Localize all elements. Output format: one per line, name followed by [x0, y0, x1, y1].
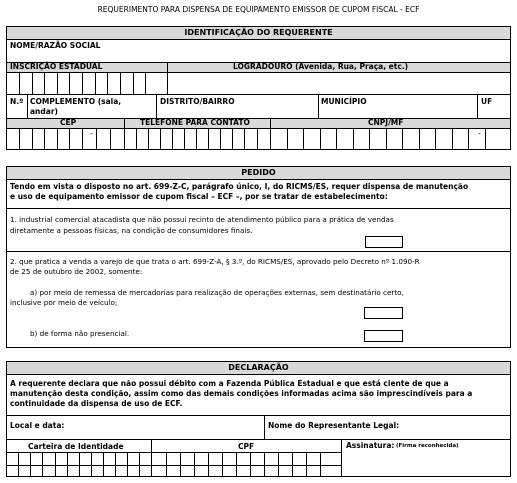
inscricao-label: INSCRIÇÃO ESTADUAL	[10, 62, 103, 71]
numero-label: N.º	[10, 97, 24, 106]
assinatura-field[interactable]	[342, 452, 510, 476]
assinatura-label: Assinatura:	[346, 441, 395, 450]
identificacao-header: IDENTIFICAÇÃO DO REQUERENTE	[184, 28, 333, 37]
declaracao-text-2: manutenção desta condição, assim como das demais condições informadas acima são imprescindíveis para a	[10, 389, 473, 398]
cep-dash: -	[90, 129, 93, 138]
complemento-label: COMPLEMENTO (sala,	[30, 97, 122, 106]
form-title: REQUERIMENTO PARA DISPENSA DE EQUIPAMENTO EMISSOR DE CUPOM FISCAL - ECF	[97, 5, 420, 14]
opcao-2-text-1: 2. que pratica a venda a varejo de que trata o art. 699-Z-A, § 3.º, do RICMS/ES, aprovado pelo Decreto nº 1.090-R	[10, 257, 420, 266]
pedido-intro-1: Tendo em vista o disposto no art. 699-Z-C, parágrafo único, I, do RICMS/ES, requer dispensa de manutenção	[10, 182, 469, 191]
nome-field[interactable]	[7, 51, 510, 62]
cnpj-field[interactable]	[271, 129, 510, 150]
logradouro-label: LOGRADOURO (Avenida, Rua, Praça, etc.)	[233, 62, 409, 71]
inscricao-field[interactable]	[7, 73, 167, 94]
opcao-2a-text-1: a) por meio de remessa de mercadorias para realização de operações externas, sem destinatário certo,	[30, 288, 404, 297]
declaracao-text-1: A requerente declara que não possui débito com a Fazenda Pública Estadual e que está ciente de que a	[10, 379, 449, 388]
logradouro-field[interactable]	[168, 73, 510, 94]
nome-representante-label: Nome do Representante Legal:	[268, 421, 400, 430]
pedido-intro-2: e uso de equipamento emissor de cupom fiscal – ECF –, por se tratar de estabelecimento:	[10, 192, 388, 201]
local-data-field[interactable]	[7, 431, 264, 439]
telefone-field[interactable]	[125, 129, 270, 150]
telefone-label: TELEFONE PARA CONTATO	[140, 118, 250, 127]
firma-label: (Firma reconhecida)	[396, 443, 459, 449]
declaracao-header: DECLARAÇÃO	[228, 363, 289, 372]
uf-label: UF	[481, 97, 493, 106]
complemento-label-2: andar)	[30, 107, 58, 116]
opcao-1-text-2: diretamente a pessoas físicas, na condição de consumidores finais.	[10, 226, 253, 235]
cpf-label: CPF	[238, 442, 255, 451]
distrito-label: DISTRITO/BAIRRO	[160, 97, 235, 106]
opcao-2a-text-2: inclusive por meio de veículo;	[10, 298, 118, 307]
opcao-1-checkbox[interactable]	[365, 236, 403, 248]
municipio-label: MUNICÍPIO	[321, 97, 367, 106]
cnpj-dash: -	[478, 129, 481, 138]
opcao-2b-text: b) de forma não presencial.	[30, 329, 130, 338]
opcao-1-text-1: 1. industrial comercial atacadista que não possui recinto de atendimento público para a prática de vendas	[10, 215, 394, 224]
opcao-2-text-2: de 25 de outubro de 2002, somente:	[10, 267, 143, 276]
nome-representante-field[interactable]	[265, 431, 510, 439]
opcao-2b-checkbox[interactable]	[364, 330, 403, 342]
local-data-label: Local e data:	[10, 421, 65, 430]
opcao-2a-checkbox[interactable]	[364, 307, 403, 319]
cnpj-label: CNPJ/MF	[368, 118, 404, 127]
carteira-label: Carteira de Identidade	[28, 442, 124, 451]
nome-label: NOME/RAZÃO SOCIAL	[10, 41, 101, 50]
cep-field[interactable]	[7, 129, 124, 150]
declaracao-text-3: continuidade da dispensa de uso de ECF.	[10, 399, 183, 408]
pedido-header: PEDIDO	[241, 168, 276, 177]
cep-label: CEP	[60, 118, 77, 127]
